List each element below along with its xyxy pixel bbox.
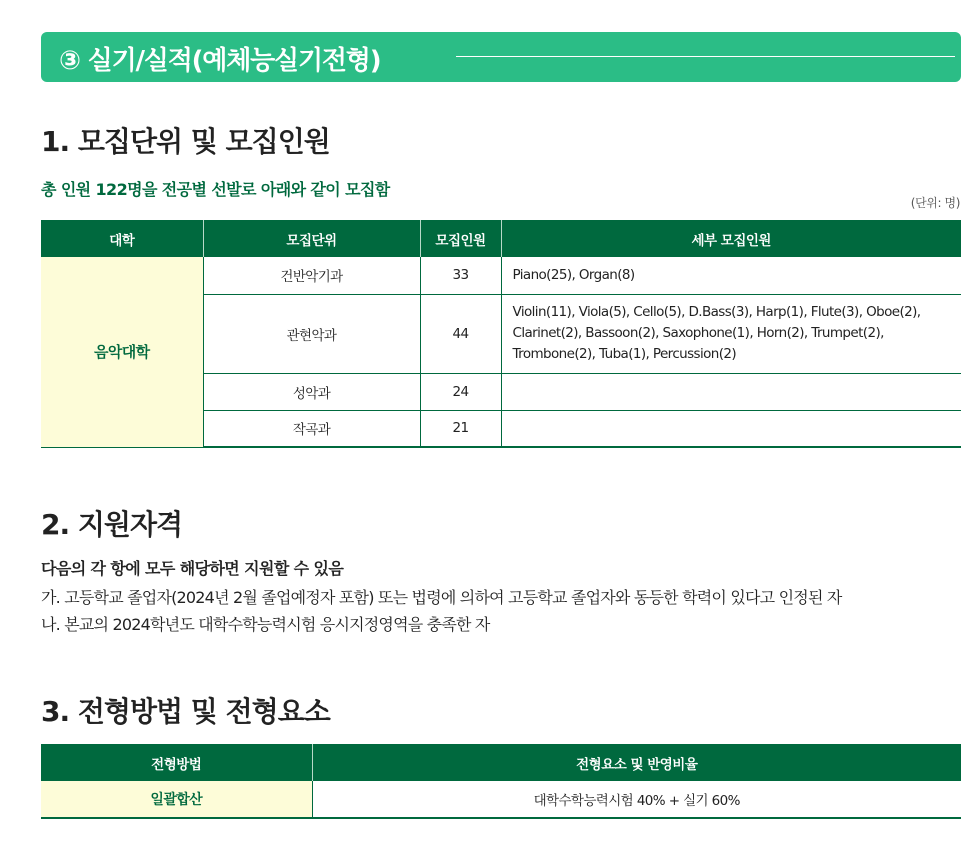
detail-cell: Violin(11), Viola(5), Cello(5), D.Bass(3), Harp(1), Flute(3), Oboe(2), Clarinet(2), Bassoon(2), Saxophone(1), Horn(2), Trumpet(2), Trombone(2), Tuba(1), Percussion(2)	[501, 294, 961, 373]
section1-heading: 1. 모집단위 및 모집인원	[41, 125, 330, 158]
detail-cell	[501, 410, 961, 447]
banner-divider	[456, 56, 955, 57]
unit-cell: 관현악과	[203, 294, 420, 373]
unit-note: (단위: 명)	[910, 196, 960, 210]
count-cell: 21	[420, 410, 501, 447]
detail-cell	[501, 373, 961, 410]
detail-cell: Piano(25), Organ(8)	[501, 257, 961, 294]
table-row	[41, 257, 961, 294]
header-college: 대학	[41, 220, 203, 257]
unit-cell: 건반악기과	[203, 257, 420, 294]
count-cell: 44	[420, 294, 501, 373]
header-detail: 세부 모집인원	[501, 220, 961, 257]
college-cell: 음악대학	[41, 257, 203, 447]
table-row	[41, 781, 961, 818]
section1-subtitle: 총 인원 122명을 전공별 선발로 아래와 같이 모집함	[41, 180, 390, 199]
eligibility-item: 가. 고등학교 졸업자(2024년 2월 졸업예정자 포함) 또는 법령에 의하여 고등학교 졸업자와 동등한 학력이 있다고 인정된 자	[41, 588, 842, 607]
header-unit: 모집단위	[203, 220, 420, 257]
header-ratio: 전형요소 및 반영비율	[312, 744, 961, 781]
ratio-cell: 대학수학능력시험 40% + 실기 60%	[312, 781, 961, 818]
method-table	[41, 744, 961, 819]
method-cell: 일괄합산	[41, 781, 312, 818]
banner-title: ③ 실기/실적(예체능실기전형)	[59, 46, 381, 76]
header-count: 모집인원	[420, 220, 501, 257]
count-cell: 33	[420, 257, 501, 294]
section-banner	[41, 32, 961, 82]
unit-cell: 성악과	[203, 373, 420, 410]
recruitment-table	[41, 220, 961, 448]
section2-heading: 2. 지원자격	[41, 508, 183, 541]
header-method: 전형방법	[41, 744, 312, 781]
count-cell: 24	[420, 373, 501, 410]
eligibility-item: 나. 본교의 2024학년도 대학수학능력시험 응시지정영역을 충족한 자	[41, 615, 490, 634]
section3-heading: 3. 전형방법 및 전형요소	[41, 695, 330, 728]
unit-cell: 작곡과	[203, 410, 420, 447]
eligibility-lead: 다음의 각 항에 모두 해당하면 지원할 수 있음	[41, 559, 344, 578]
